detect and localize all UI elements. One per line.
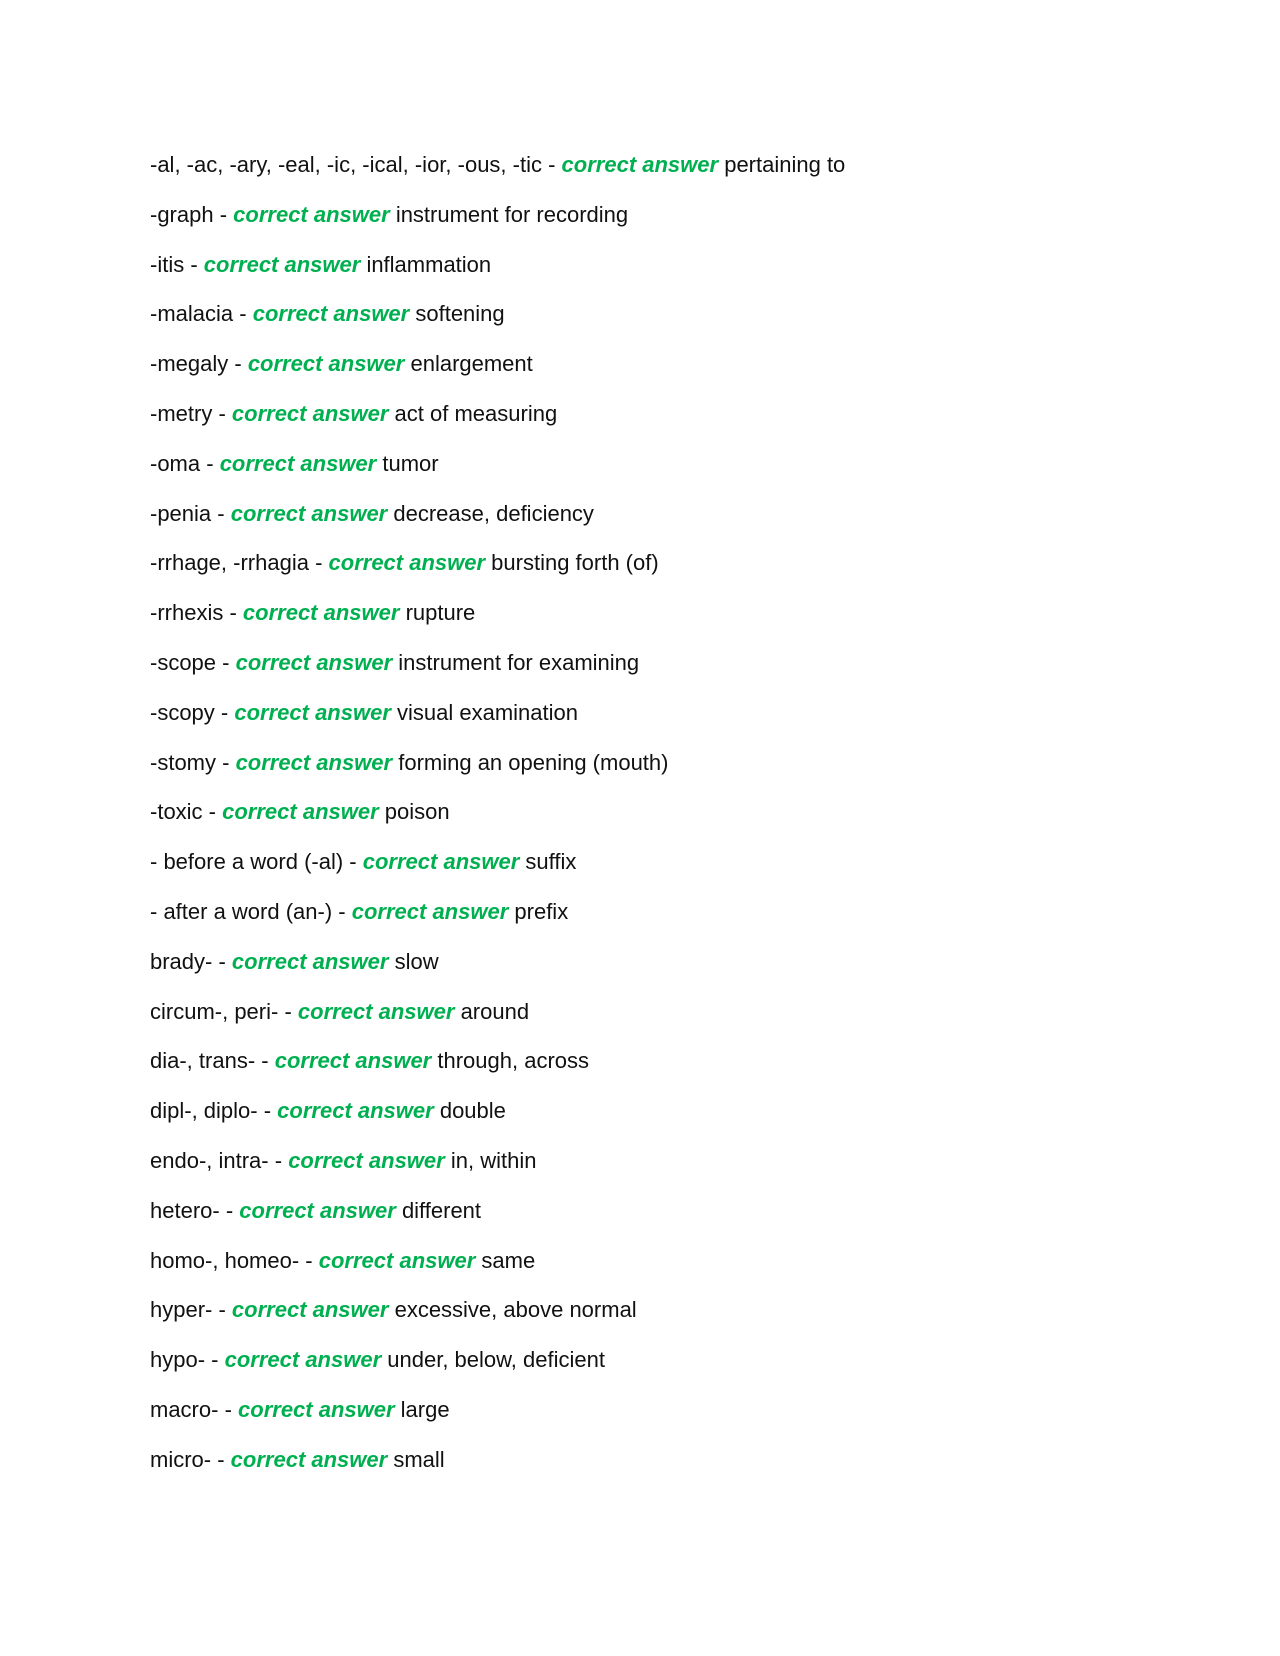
entry-line (150, 447, 1150, 497)
correct-answer-label: correct answer (230, 500, 388, 526)
entry-separator: - (212, 948, 232, 974)
entry-separator: - (211, 1446, 231, 1472)
entry-definition: visual examination (397, 699, 578, 725)
entry-term: homo-, homeo- (150, 1247, 300, 1273)
entry-line (150, 198, 1150, 248)
entry-definition: enlargement (410, 351, 533, 377)
entry-definition: forming an opening (mouth) (398, 749, 669, 775)
correct-answer-label: correct answer (238, 1396, 395, 1422)
entry-separator: - (233, 301, 253, 327)
entry-separator: - (541, 152, 562, 177)
correct-answer-label: correct answer (219, 450, 377, 476)
entry-definition: under, below, deficient (387, 1347, 605, 1373)
entry-definition: in, within (450, 1147, 537, 1173)
correct-answer-label: correct answer (230, 1446, 388, 1472)
entry-term: hyper- (150, 1297, 213, 1323)
entry-term: -itis (150, 251, 185, 277)
entry-line (150, 1343, 1150, 1393)
correct-answer-label: correct answer (233, 201, 390, 227)
entry-line (150, 1094, 1150, 1144)
correct-answer-label: correct answer (239, 1197, 396, 1223)
entry-term: -megaly (150, 351, 229, 377)
entry-separator: - (257, 1098, 278, 1124)
entry-separator: - (308, 550, 329, 576)
entry-definition: pertaining to (724, 152, 846, 177)
correct-answer-label: correct answer (252, 301, 410, 327)
entry-line (150, 546, 1150, 596)
entry-definition: tumor (382, 450, 439, 476)
entry-separator: - (200, 450, 220, 476)
entry-separator: - (212, 1297, 232, 1323)
entry-term: -rrhage, -rrhagia (150, 550, 309, 576)
entry-definition: around (460, 998, 530, 1024)
correct-answer-label: correct answer (235, 749, 393, 775)
entry-term: dia-, trans- (150, 1048, 256, 1074)
entry-term: circum-, peri- (150, 998, 279, 1024)
entry-term: -al, -ac, -ary, -eal, -ic, -ical, -ior, -ous, -tic (150, 152, 542, 177)
correct-answer-label: correct answer (203, 251, 361, 277)
correct-answer-label: correct answer (277, 1098, 434, 1124)
entry-line (150, 1244, 1150, 1294)
entry-line (150, 995, 1150, 1045)
entry-term: -scopy (150, 699, 215, 725)
entry-line (150, 945, 1150, 995)
entry-line (150, 497, 1150, 547)
entry-line (150, 397, 1150, 447)
entry-line (150, 297, 1150, 347)
correct-answer-label: correct answer (274, 1048, 432, 1074)
entry-separator: - (216, 649, 236, 675)
entry-term: hypo- (150, 1347, 206, 1373)
entry-line (150, 795, 1150, 845)
entry-separator: - (343, 849, 363, 875)
entry-term: -oma (150, 450, 201, 476)
correct-answer-label: correct answer (222, 799, 379, 825)
entry-definition: double (439, 1098, 506, 1124)
entry-term: -graph (150, 201, 214, 227)
entry-term: - before a word (-al) (150, 849, 344, 875)
entry-line (150, 1443, 1150, 1493)
entry-term: -stomy (150, 749, 216, 775)
entry-term: -toxic (150, 799, 203, 825)
entry-definition: rupture (405, 600, 476, 626)
entry-line (150, 746, 1150, 796)
entry-definition: instrument for recording (395, 201, 629, 227)
entry-definition: excessive, above normal (394, 1297, 637, 1323)
entry-line (150, 1393, 1150, 1443)
entry-definition: same (481, 1247, 536, 1273)
entry-line (150, 646, 1150, 696)
entry-term: -rrhexis (150, 600, 224, 626)
entry-separator: - (213, 201, 234, 227)
entry-line (150, 347, 1150, 397)
correct-answer-label: correct answer (351, 898, 509, 924)
entry-separator: - (228, 351, 248, 377)
correct-answer-label: correct answer (297, 998, 455, 1024)
entry-separator: - (268, 1147, 289, 1173)
entry-definition: inflammation (366, 251, 492, 277)
correct-answer-label: correct answer (231, 1297, 389, 1323)
entry-separator: - (216, 749, 236, 775)
entry-definition: slow (394, 948, 439, 974)
correct-answer-label: correct answer (247, 351, 405, 377)
entry-separator: - (278, 998, 298, 1024)
entry-term: dipl-, diplo- (150, 1098, 258, 1124)
entry-term: - after a word (an-) (150, 898, 333, 924)
correct-answer-label: correct answer (561, 152, 719, 177)
entry-line (150, 248, 1150, 298)
entry-line (150, 1144, 1150, 1194)
entry-term: -penia (150, 500, 212, 526)
entry-line (150, 1194, 1150, 1244)
correct-answer-label: correct answer (318, 1247, 476, 1273)
entry-definition: poison (384, 799, 450, 825)
correct-answer-label: correct answer (242, 600, 400, 626)
entry-term: macro- (150, 1396, 219, 1422)
correct-answer-label: correct answer (362, 849, 520, 875)
entry-definition: small (393, 1446, 445, 1472)
entry-separator: - (218, 1396, 239, 1422)
entry-term: -malacia (150, 301, 234, 327)
correct-answer-label: correct answer (231, 948, 389, 974)
entry-line (150, 148, 1150, 198)
entry-line (150, 845, 1150, 895)
correct-answer-label: correct answer (328, 550, 486, 576)
entry-separator: - (223, 600, 243, 626)
entry-separator: - (219, 1197, 240, 1223)
entry-term: micro- (150, 1446, 212, 1472)
entry-list (150, 148, 1150, 1493)
correct-answer-label: correct answer (234, 699, 391, 725)
entry-term: -metry (150, 400, 213, 426)
entry-line (150, 1293, 1150, 1343)
correct-answer-label: correct answer (288, 1147, 445, 1173)
entry-definition: through, across (437, 1048, 590, 1074)
entry-term: hetero- (150, 1197, 220, 1223)
correct-answer-label: correct answer (224, 1347, 382, 1373)
correct-answer-label: correct answer (235, 649, 393, 675)
entry-line (150, 596, 1150, 646)
entry-line (150, 696, 1150, 746)
entry-definition: decrease, deficiency (393, 500, 594, 526)
entry-separator: - (255, 1048, 275, 1074)
correct-answer-label: correct answer (231, 400, 389, 426)
entry-separator: - (211, 500, 231, 526)
entry-definition: bursting forth (of) (491, 550, 659, 576)
entry-separator: - (214, 699, 235, 725)
entry-term: -scope (150, 649, 217, 675)
entry-separator: - (184, 251, 204, 277)
entry-definition: prefix (514, 898, 569, 924)
entry-definition: act of measuring (394, 400, 558, 426)
entry-separator: - (205, 1347, 225, 1373)
entry-separator: - (212, 400, 232, 426)
entry-term: endo-, intra- (150, 1147, 269, 1173)
entry-separator: - (332, 898, 352, 924)
entry-separator: - (299, 1247, 319, 1273)
entry-definition: different (401, 1197, 482, 1223)
entry-line (150, 895, 1150, 945)
entry-definition: large (400, 1396, 450, 1422)
entry-definition: softening (415, 301, 505, 327)
entry-term: brady- (150, 948, 213, 974)
entry-definition: instrument for examining (398, 649, 640, 675)
entry-separator: - (202, 799, 223, 825)
entry-definition: suffix (525, 849, 577, 875)
entry-line (150, 1044, 1150, 1094)
